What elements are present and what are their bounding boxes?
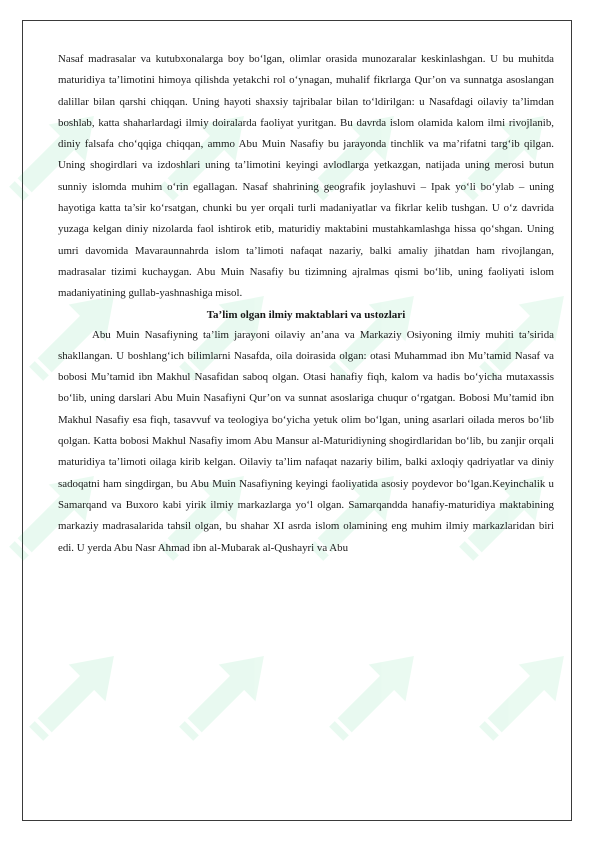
body-paragraph: Abu Muin Nasafiyning ta’lim jarayoni oilaviy an’ana va Markaziy Osiyoning ilmiy muhiti ta’sirida shakllangan. U boshlang‘ich bilimlarni Nasafda, oila doirasida olgan: otasi Muhammad ibn Mu’tamid Nasaf va bobosi Mu’tamid ibn Makhul Nasafidan saboq olgan. Otasi hanafiy fiqh, kalom va hadis bo‘yicha mutaxassis bo‘lib, uning darslari Abu Muin Nasafiyni Qur’on va sunnat asoslariga chuqur o‘rgatgan. Bobosi Mu’tamid ibn Makhul Nasafiy esa fiqh, tasavvuf va teologiya bo‘yicha yetuk olim bo‘lgan, uning asarlari oilada meros bo‘lib qolgan. Katta bobosi Makhul Nasafiy imom Abu Mansur al-Maturidiyning shogirdlaridan bo‘lib, bu zanjir orqali maturidiya ta’limoti oilaga kirib kelgan. Oilaviy ta’lim nafaqat nazariy bilim, balki axloqiy qadriyatlar va diniy sadoqatni ham singdirgan, bu Abu Muin Nasafiyning keyingi faoliyatida asosiy poydevor bo‘lgan.Keyinchalik u Samarqand va Buxoro kabi yirik ilmiy markazlarga yo‘l olgan. Samarqandda hanafiy-maturidiya maktabining markaziy madrasalarida tahsil olgan, bu shahar XI asrda islom olamining eng muhim ilmiy markazlaridan biri edi. U yerda Abu Nasr Ahmad ibn al-Mubarak al-Qushayri va Abu	[58, 328, 554, 554]
document-body	[58, 49, 554, 559]
body-paragraph: Nasaf madrasalar va kutubxonalarga boy bo‘lgan, olimlar orasida munozaralar keskinlashgan. U bu muhitda maturidiya ta’limotini himoya qilishda yetakchi rol o‘ynagan, muhalif fikrlarga Qur’on va sunnatga asoslangan dalillar bilan qarshi chiqqan. Uning hayoti shaxsiy tajribalar bilan to‘ldirilgan: u Nasafdagi oilaviy ta’limdan boshlab, katta shaharlardagi ilmiy doiralarda faoliyat yuritgan. Bu davrda islom olamida kalom ilmi rivojlanib, diniy falsafa cho‘qqiga chiqqan, ammo Abu Muin Nasafiy bu jarayonda tinchlik va ma’rifatni targ‘ib qilgan. Uning shogirdlari va izdoshlari uning ta’limotini keyingi avlodlarga yetkazgan, natijada uning merosi butun sunniy islomda muhim o‘rin egallagan. Nasaf shahrining geografik joylashuvi – Ipak yo‘li bo‘ylab – uning hayotiga katta ta’sir ko‘rsatgan, chunki bu yer orqali turli madaniyatlar va fikrlar kelib tushgan. U o‘z davrida yuzaga kelgan diniy nizolarda faol ishtirok etib, maturidiy maktabini mustahkamlashga hissa qo‘shgan. Uning umri davomida Mavaraunnahrda islom ta’limoti nafaqat nazariy, balki amaliy jihatdan ham rivojlangan, madrasalar tizimi kuchaygan. Abu Muin Nasafiy bu tizimning ajralmas qismi bo‘lib, uning faoliyati islom madaniyatining gullab-yashnashiga misol.	[58, 53, 554, 300]
section-heading: Ta’lim olgan ilmiy maktablari va ustozlari	[206, 308, 406, 321]
